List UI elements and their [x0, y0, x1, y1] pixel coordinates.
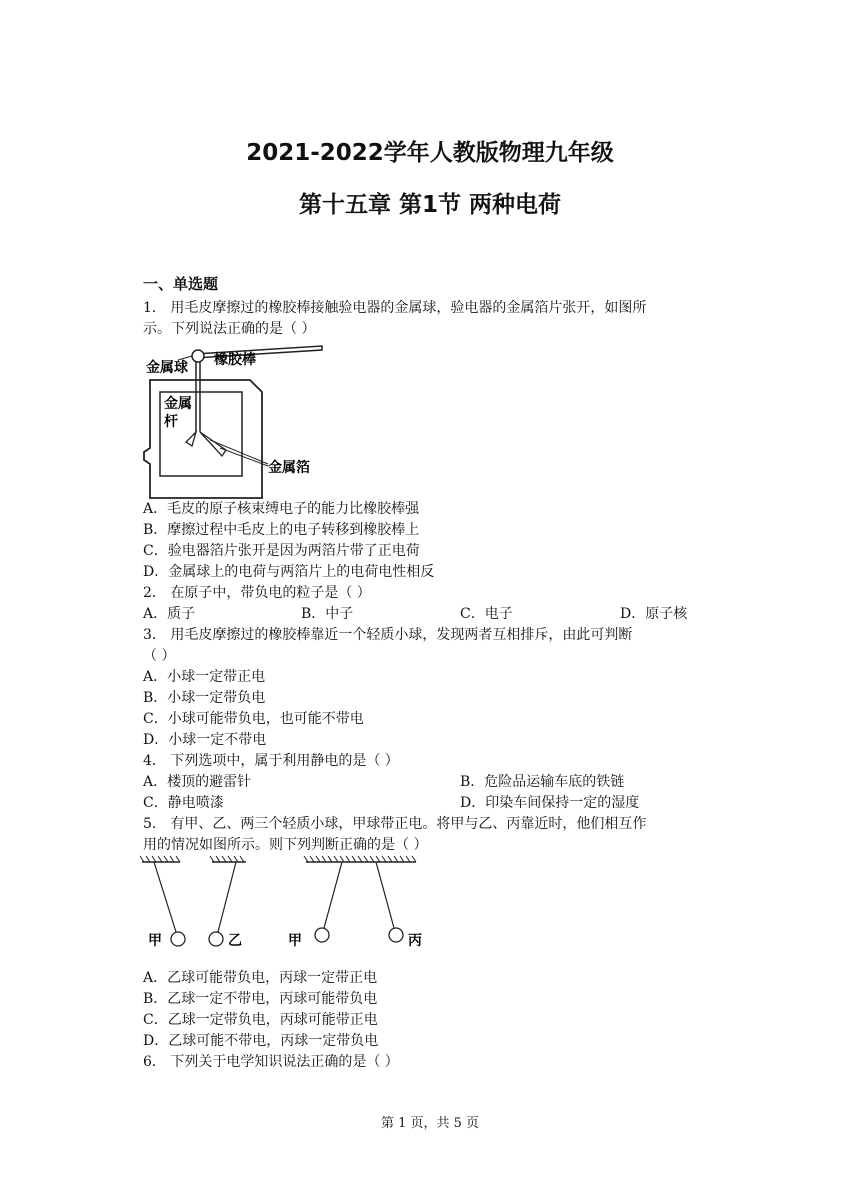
ball-yi	[209, 932, 223, 946]
q1-option-d: D．金属球上的电荷与两箔片上的电荷电性相反	[143, 564, 435, 580]
q2-option-c: C．电子	[460, 606, 513, 622]
question-3-text-cont: （ ）	[143, 648, 176, 664]
label-metal-foil: 金属箔	[268, 460, 310, 476]
q3-option-c: C．小球可能带负电，也可能不带电	[143, 711, 364, 727]
electroscope-figure	[140, 340, 330, 500]
q5-option-d: D．乙球可能不带电，丙球一定带负电	[143, 1033, 379, 1049]
document-subtitle: 第十五章 第1节 两种电荷	[298, 192, 562, 218]
label-bing: 丙	[408, 933, 422, 949]
document-title: 2021-2022学年人教版物理九年级	[246, 140, 614, 166]
q3-option-b: B．小球一定带负电	[143, 690, 266, 706]
metal-ball	[192, 350, 204, 362]
question-1-text: 1． 用毛皮摩擦过的橡胶棒接触验电器的金属球，验电器的金属箔片张开，如图所	[143, 300, 647, 316]
ball-bing	[389, 928, 403, 942]
ball-jia-2	[315, 928, 329, 942]
label-jia-2: 甲	[288, 933, 302, 949]
q1-option-a: A．毛皮的原子核束缚电子的能力比橡胶棒强	[143, 501, 420, 517]
question-5-text: 5． 有甲、乙、两三个轻质小球，甲球带正电。将甲与乙、丙靠近时，他们相互作	[143, 816, 647, 832]
label-rubber-rod: 橡胶棒	[214, 352, 256, 368]
section-heading: 一、单选题	[143, 275, 219, 293]
label-jia-1: 甲	[148, 933, 162, 949]
q2-option-a: A．质子	[143, 606, 196, 622]
q5-option-a: A．乙球可能带负电，丙球一定带正电	[143, 970, 378, 986]
q5-option-b: B．乙球一定不带电，丙球可能带负电	[143, 991, 378, 1007]
q2-option-b: B．中子	[301, 606, 354, 622]
q4-option-d: D．印染车间保持一定的湿度	[460, 795, 640, 811]
q4-option-a: A．楼顶的避雷针	[143, 774, 252, 790]
question-5-text-cont: 用的情况如图所示。则下列判断正确的是（ ）	[143, 837, 428, 853]
pendulum-figure	[140, 852, 440, 952]
page-footer: 第 1 页，共 5 页	[380, 1116, 480, 1131]
label-metal-stem-1: 金属	[164, 396, 192, 412]
question-3-text: 3． 用毛皮摩擦过的橡胶棒靠近一个轻质小球，发现两者互相排斥，由此可判断	[143, 627, 633, 643]
q5-option-c: C．乙球一定带负电，丙球可能带正电	[143, 1012, 378, 1028]
q4-option-c: C．静电喷漆	[143, 795, 224, 811]
question-1-text-cont: 示。下列说法正确的是（ ）	[143, 321, 316, 337]
question-6-text: 6． 下列关于电学知识说法正确的是（ ）	[143, 1054, 399, 1070]
question-2-text: 2． 在原子中，带负电的粒子是（ ）	[143, 585, 371, 601]
q1-option-b: B．摩擦过程中毛皮上的电子转移到橡胶棒上	[143, 522, 420, 538]
q4-option-b: B．危险品运输车底的铁链	[460, 774, 625, 790]
label-metal-ball: 金属球	[146, 360, 188, 376]
label-metal-stem-2: 杆	[164, 414, 178, 430]
q3-option-a: A．小球一定带正电	[143, 669, 266, 685]
q3-option-d: D．小球一定不带电	[143, 732, 267, 748]
q1-option-c: C．验电器箔片张开是因为两箔片带了正电荷	[143, 543, 420, 559]
ball-jia-1	[171, 932, 185, 946]
question-4-text: 4． 下列选项中，属于利用静电的是（ ）	[143, 753, 399, 769]
q2-option-d: D．原子核	[620, 606, 688, 622]
label-yi: 乙	[228, 933, 242, 949]
